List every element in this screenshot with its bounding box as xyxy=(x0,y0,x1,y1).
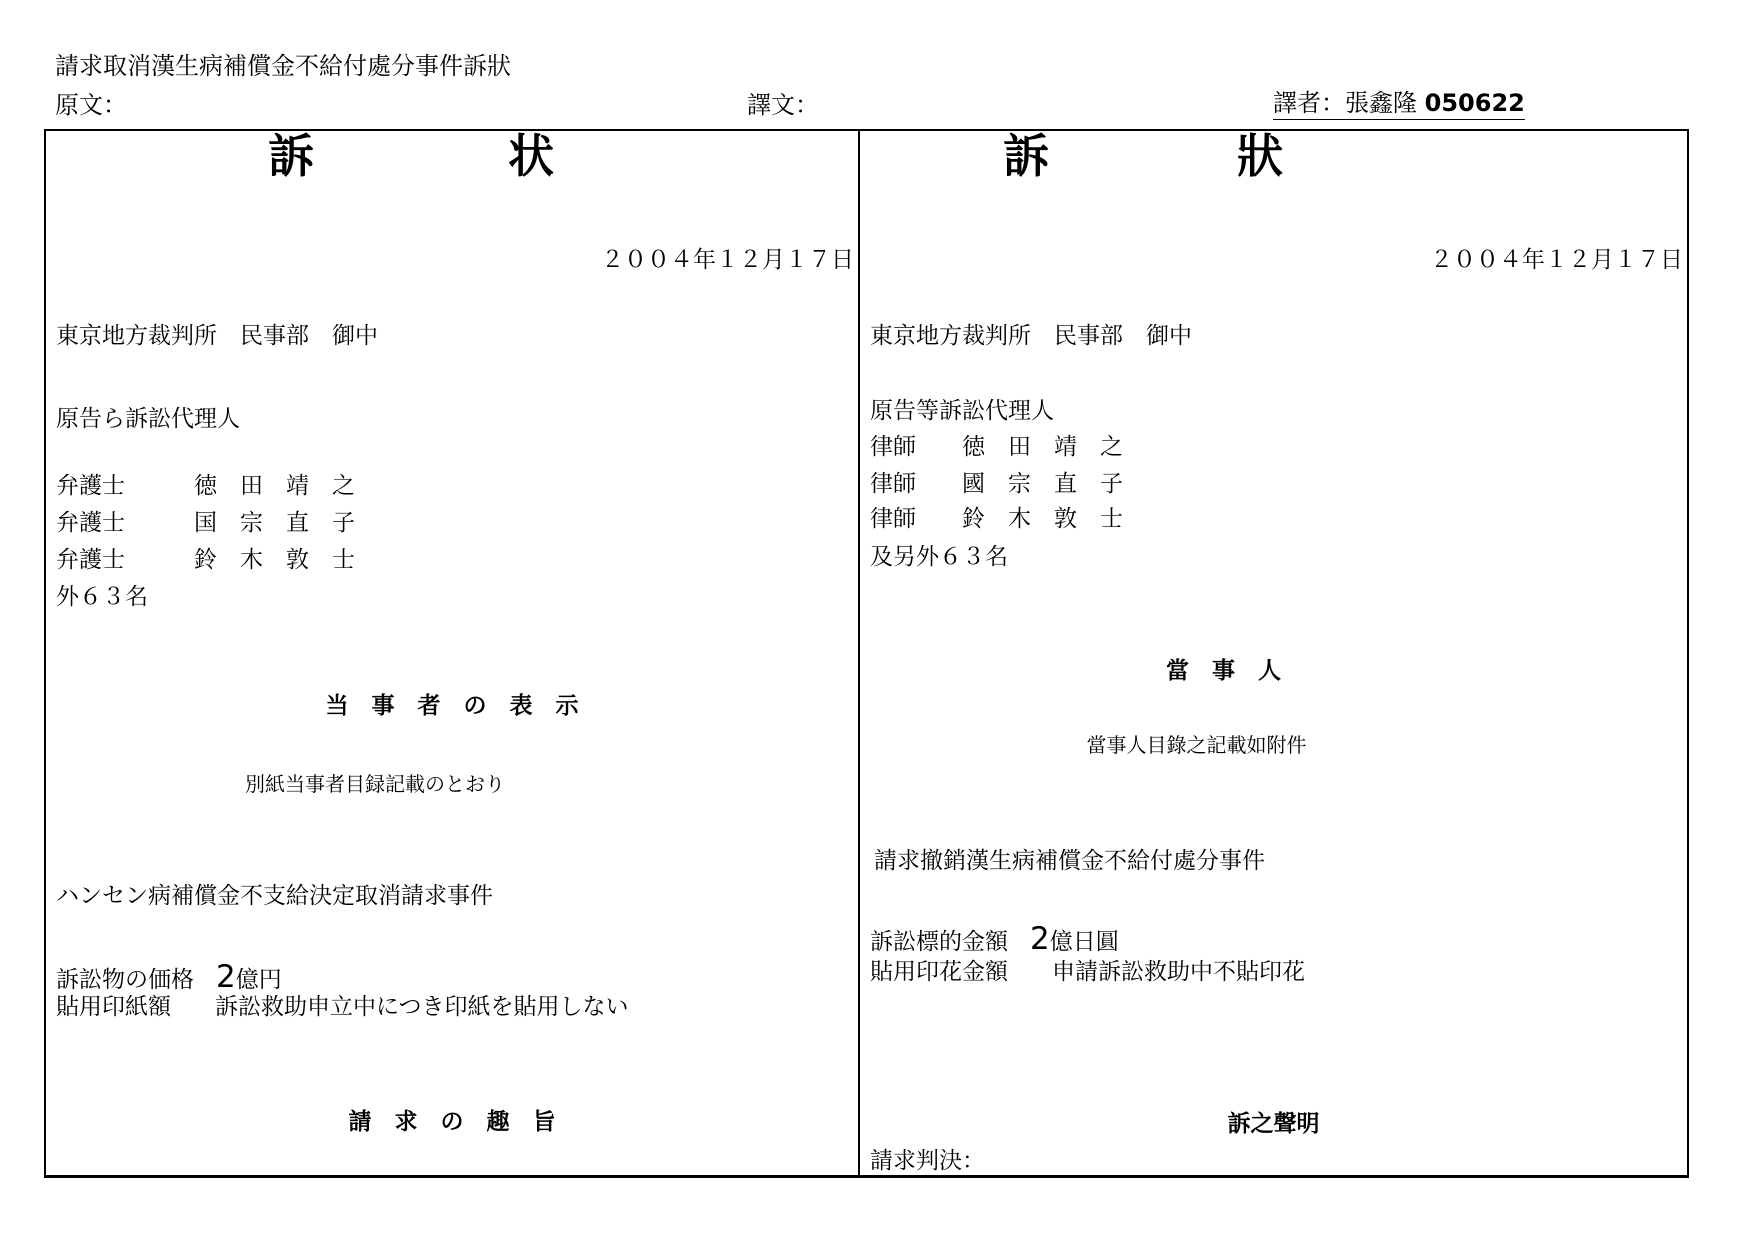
right-parties-heading: 當 事 人 xyxy=(1166,657,1281,684)
right-attorney-row: 律師 國 宗 直 子 xyxy=(870,471,1123,497)
right-claim-value-line xyxy=(870,920,1119,959)
left-claim-heading: 請 求 の 趣 旨 xyxy=(348,1108,556,1135)
right-title-char-2: 狀 xyxy=(1237,129,1283,183)
right-court-line: 東京地方裁判所 民事部 御中 xyxy=(870,323,1192,349)
translator-code: 050622 xyxy=(1424,89,1525,117)
left-attorney-row: 弁護士 国 宗 直 子 xyxy=(56,510,355,536)
left-attorney-row: 弁護士 徳 田 靖 之 xyxy=(56,473,355,499)
left-claim-value-label: 訴訟物の価格 xyxy=(56,967,194,993)
right-attorneys-heading: 原告等訴訟代理人 xyxy=(870,398,1054,424)
right-claim-value: 2億日圓 xyxy=(1030,921,1119,957)
right-attorney-row: 律師 徳 田 靖 之 xyxy=(870,434,1123,460)
right-judgment-request: 請求判決： xyxy=(870,1148,985,1174)
document-table xyxy=(44,129,1689,1178)
left-parties-heading: 当 事 者 の 表 示 xyxy=(325,692,579,719)
right-claim-value-label: 訴訟標的金額 xyxy=(870,929,1008,955)
left-claim-value: 2億円 xyxy=(216,959,282,995)
left-attorneys-heading: 原告ら訴訟代理人 xyxy=(56,406,240,432)
left-others-line: 外６３名 xyxy=(56,584,148,610)
right-stamp-label: 貼用印花金額 xyxy=(870,959,1008,985)
translator-info xyxy=(1273,90,1525,120)
left-case-name: ハンセン病補償金不支給決定取消請求事件 xyxy=(56,883,493,909)
left-stamp-label: 貼用印紙額 xyxy=(56,994,171,1020)
left-date: ２００４年１２月１７日 xyxy=(601,247,854,273)
translator-name: 譯者：張鑫隆 xyxy=(1273,89,1417,117)
right-claim-heading: 訴之聲明 xyxy=(1227,1110,1320,1137)
left-stamp-line xyxy=(56,993,629,1022)
column-japanese xyxy=(46,131,860,1175)
translation-label: 譯文： xyxy=(747,91,819,119)
column-chinese xyxy=(860,131,1687,1175)
left-title-char-1: 訴 xyxy=(268,129,314,183)
right-case-name: 請求撤銷漢生病補償金不給付處分事件 xyxy=(874,848,1265,874)
left-attorney-row: 弁護士 鈴 木 敦 士 xyxy=(56,547,355,573)
right-date: ２００４年１２月１７日 xyxy=(1430,247,1683,273)
right-stamp-value: 申請訴訟救助中不貼印花 xyxy=(1052,959,1305,985)
left-title-char-2: 状 xyxy=(508,129,554,183)
left-stamp-value: 訴訟救助申立中につき印紙を貼用しない xyxy=(215,994,629,1020)
right-parties-note: 當事人目錄之記載如附件 xyxy=(1086,733,1307,757)
left-court-line: 東京地方裁判所 民事部 御中 xyxy=(56,323,378,349)
document-title: 請求取消漢生病補償金不給付處分事件訴狀 xyxy=(55,52,511,80)
right-stamp-line xyxy=(870,958,1305,987)
right-others-line: 及另外６３名 xyxy=(870,544,1008,570)
right-attorney-row: 律師 鈴 木 敦 士 xyxy=(870,506,1123,532)
left-parties-note: 別紙当事者目録記載のとおり xyxy=(245,772,505,796)
left-claim-value-line xyxy=(56,958,282,997)
right-title-char-1: 訴 xyxy=(1003,129,1049,183)
original-label: 原文： xyxy=(55,91,127,119)
